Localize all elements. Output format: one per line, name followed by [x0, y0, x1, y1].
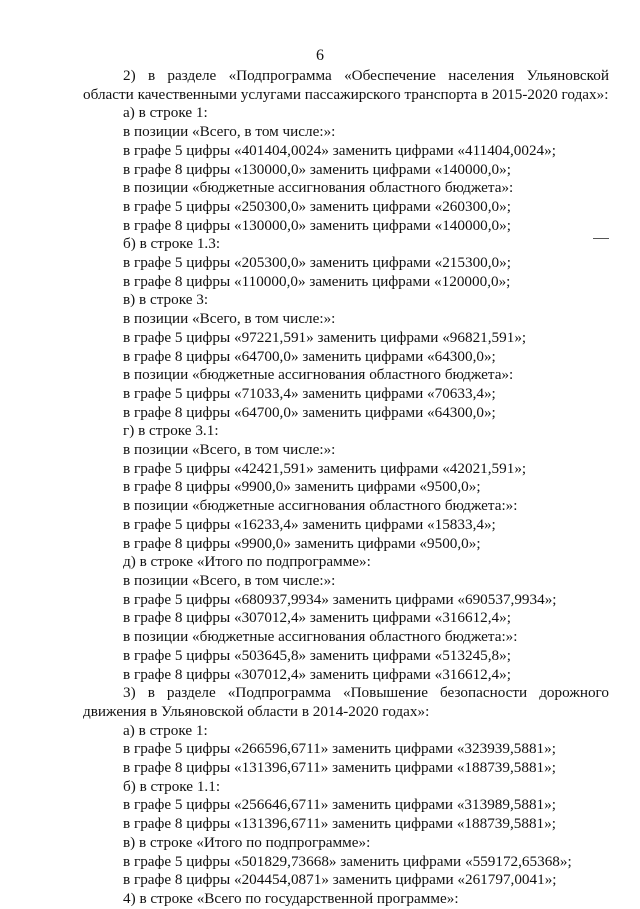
text-line: г) в строке 3.1: [123, 422, 219, 440]
text-line: в позиции «Всего, в том числе:»: [123, 123, 336, 141]
text-line: б) в строке 1.3: [123, 235, 221, 253]
text-line: в графе 5 цифры «42421,591» заменить цифрами «42021,591»; [123, 459, 527, 477]
page-number: 6 [316, 47, 324, 64]
text-line: в графе 5 цифры «501829,73668» заменить цифрами «559172,65368»; [123, 852, 572, 870]
text-line: в позиции «Всего, в том числе:»: [123, 441, 336, 459]
text-line: в позиции «бюджетные ассигнования областного бюджета:»: [123, 628, 518, 646]
text-line: в графе 5 цифры «680937,9934» заменить цифрами «690537,9934»; [123, 590, 557, 608]
text-line: а) в строке 1: [123, 721, 208, 739]
text-line: в графе 5 цифры «401404,0024» заменить цифрами «411404,0024»; [123, 141, 556, 159]
text-line: области качественными услугами пассажирского транспорта в 2015-2020 годах»: [83, 85, 609, 103]
text-line: 3) в разделе «Подпрограмма «Повышение безопасности дорожного [123, 684, 609, 702]
text-line: в графе 8 цифры «110000,0» заменить цифрами «120000,0»; [123, 272, 511, 290]
text-line: д) в строке «Итого по подпрограмме»: [123, 553, 371, 571]
scan-artifact-mark [593, 238, 609, 239]
text-line: в) в строке «Итого по подпрограмме»: [123, 833, 371, 851]
text-line: в графе 8 цифры «64700,0» заменить цифрами «64300,0»; [123, 403, 496, 421]
text-line: в графе 8 цифры «9900,0» заменить цифрами «9500,0»; [123, 478, 481, 496]
text-line: 4) в строке «Всего по государственной программе»: [123, 889, 459, 907]
text-line: в графе 5 цифры «16233,4» заменить цифрами «15833,4»; [123, 515, 496, 533]
text-line: б) в строке 1.1: [123, 777, 221, 795]
text-line: в графе 5 цифры «205300,0» заменить цифрами «215300,0»; [123, 254, 511, 272]
text-line: в графе 8 цифры «130000,0» заменить цифрами «140000,0»; [123, 160, 511, 178]
text-line: в графе 5 цифры «97221,591» заменить цифрами «96821,591»; [123, 328, 527, 346]
text-line: в графе 5 цифры «256646,6711» заменить цифрами «313989,5881»; [123, 796, 556, 814]
text-line: в графе 5 цифры «266596,6711» заменить цифрами «323939,5881»; [123, 740, 556, 758]
text-line: в графе 8 цифры «9900,0» заменить цифрами «9500,0»; [123, 534, 481, 552]
text-line: в графе 8 цифры «204454,0871» заменить цифрами «261797,0041»; [123, 871, 557, 889]
text-line: в графе 5 цифры «250300,0» заменить цифрами «260300,0»; [123, 197, 511, 215]
text-line: в графе 8 цифры «131396,6711» заменить цифрами «188739,5881»; [123, 759, 556, 777]
text-line: в графе 8 цифры «131396,6711» заменить цифрами «188739,5881»; [123, 815, 556, 833]
text-line: в графе 8 цифры «130000,0» заменить цифрами «140000,0»; [123, 216, 511, 234]
document-body [83, 67, 609, 909]
text-line: в графе 5 цифры «71033,4» заменить цифрами «70633,4»; [123, 384, 496, 402]
text-line: в позиции «бюджетные ассигнования областного бюджета:»: [123, 497, 518, 515]
text-line: в графе 8 цифры «64700,0» заменить цифрами «64300,0»; [123, 347, 496, 365]
text-line: в графе 8 цифры «307012,4» заменить цифрами «316612,4»; [123, 609, 511, 627]
text-line: в графе 8 цифры «307012,4» заменить цифрами «316612,4»; [123, 665, 511, 683]
text-line: в позиции «Всего, в том числе:»: [123, 310, 336, 328]
text-line: движения в Ульяновской области в 2014-2020 годах»: [83, 702, 430, 720]
text-line: в) в строке 3: [123, 291, 209, 309]
text-line: в позиции «бюджетные ассигнования областного бюджета»: [123, 366, 514, 384]
text-line: в позиции «бюджетные ассигнования областного бюджета»: [123, 179, 514, 197]
text-line: а) в строке 1: [123, 104, 208, 122]
text-line: в графе 5 цифры «503645,8» заменить цифрами «513245,8»; [123, 646, 511, 664]
text-line: 2) в разделе «Подпрограмма «Обеспечение населения Ульяновской [123, 67, 609, 84]
text-line: в позиции «Всего, в том числе:»: [123, 571, 336, 589]
